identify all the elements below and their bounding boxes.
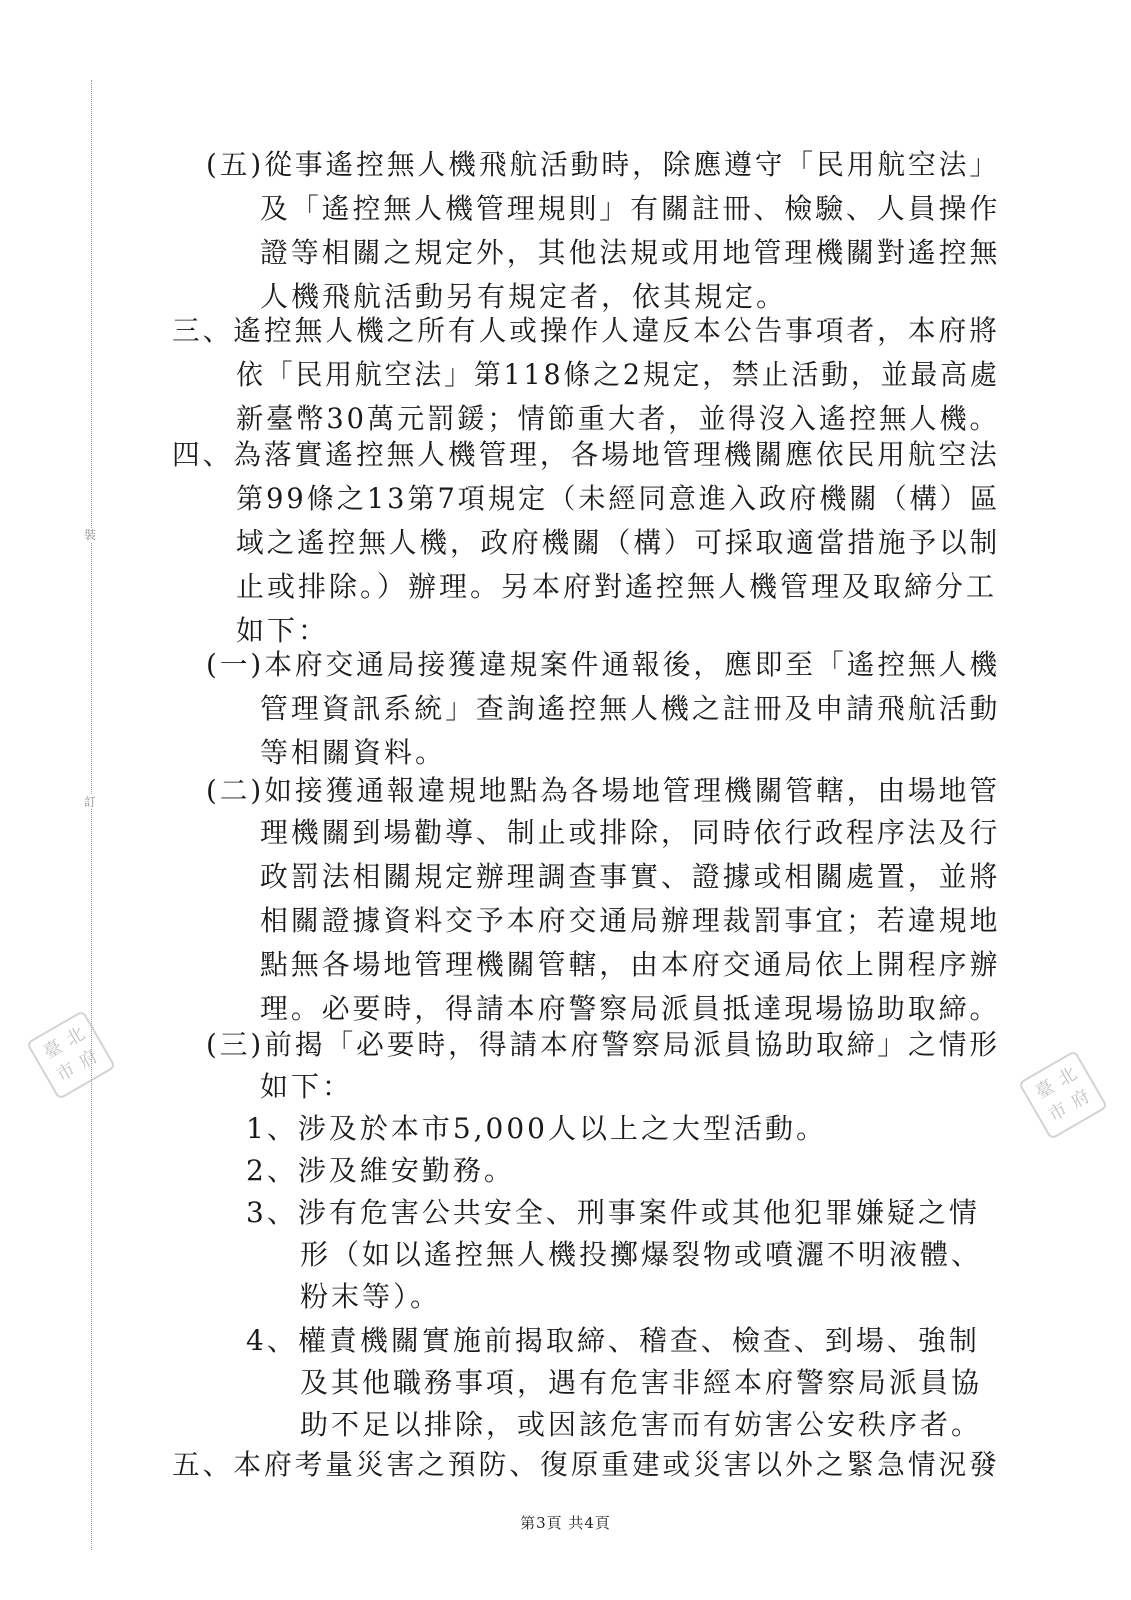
- text-line: 新臺幣30萬元罰鍰；情節重大者，並得沒入遙控無人機。: [236, 402, 1000, 435]
- text-line: 第99條之13第7項規定（未經同意進入政府機關（構）區: [236, 482, 1001, 515]
- text-line: 四、為落實遙控無人機管理，各場地管理機關應依民用航空法: [172, 438, 1000, 471]
- text-line: 理。必要時，得請本府警察局派員抵達現場協助取締。: [260, 992, 1001, 1025]
- text-line: 依「民用航空法」第118條之2規定，禁止活動，並最高處: [236, 358, 1000, 391]
- text-line: (二)如接獲通報違規地點為各場地管理機關管轄，由場地管: [206, 774, 1001, 807]
- text-line: 助不足以排除，或因該危害而有妨害公安秩序者。: [300, 1408, 983, 1441]
- text-line: (五)從事遙控無人機飛航活動時，除應遵守「民用航空法」: [206, 148, 1001, 181]
- text-line: (一)本府交通局接獲違規案件通報後，應即至「遙控無人機: [206, 648, 1001, 681]
- text-line: 2、涉及維安勤務。: [246, 1154, 515, 1187]
- text-line: 及「遙控無人機管理規則」有關註冊、檢驗、人員操作: [260, 192, 1001, 225]
- margin-label-staple: 訂: [84, 795, 97, 809]
- text-line: 相關證據資料交予本府交通局辦理裁罰事宜；若違規地: [260, 904, 1001, 937]
- seal-stamp-left: 臺 北 市 府: [26, 1010, 116, 1100]
- binding-line: [91, 80, 92, 1550]
- text-line: 形（如以遙控無人機投擲爆裂物或噴灑不明液體、: [300, 1238, 983, 1271]
- text-line: 止或排除。）辦理。另本府對遙控無人機管理及取締分工: [236, 570, 998, 603]
- page-number-footer: 第3頁 共4頁: [520, 1514, 611, 1532]
- seal-stamp-right: 臺 北 市 府: [1018, 1050, 1108, 1140]
- text-line: 1、涉及於本市5,000人以上之大型活動。: [246, 1112, 827, 1145]
- text-line: 如下：: [236, 614, 330, 647]
- text-line: 等相關資料。: [260, 736, 447, 769]
- text-line: 粉末等）。: [300, 1280, 442, 1313]
- text-line: 4、權責機關實施前揭取締、稽查、檢查、到場、強制: [246, 1324, 980, 1357]
- text-line: 理機關到場勸導、制止或排除，同時依行政程序法及行: [260, 816, 1001, 849]
- text-line: 證等相關之規定外，其他法規或用地管理機關對遙控無: [260, 236, 1001, 269]
- text-line: 點無各場地管理機關管轄，由本府交通局依上開程序辦: [260, 948, 1001, 981]
- text-line: 人機飛航活動另有規定者，依其規定。: [260, 280, 788, 313]
- margin-label-bind: 裝: [84, 528, 97, 542]
- text-line: 3、涉有危害公共安全、刑事案件或其他犯罪嫌疑之情: [246, 1196, 980, 1229]
- text-line: 三、遙控無人機之所有人或操作人違反本公告事項者，本府將: [172, 314, 1000, 347]
- text-line: 管理資訊系統」查詢遙控無人機之註冊及申請飛航活動: [260, 692, 1001, 725]
- text-line: 域之遙控無人機，政府機關（構）可採取適當措施予以制: [236, 526, 1001, 559]
- text-line: 及其他職務事項，遇有危害非經本府警察局派員協: [300, 1366, 983, 1399]
- text-line: 五、本府考量災害之預防、復原重建或災害以外之緊急情況發: [172, 1448, 1000, 1481]
- text-line: (三)前揭「必要時，得請本府警察局派員協助取締」之情形: [206, 1028, 1001, 1061]
- text-line: 如下：: [260, 1070, 354, 1103]
- text-line: 政罰法相關規定辦理調查事實、證據或相關處置，並將: [260, 860, 1001, 893]
